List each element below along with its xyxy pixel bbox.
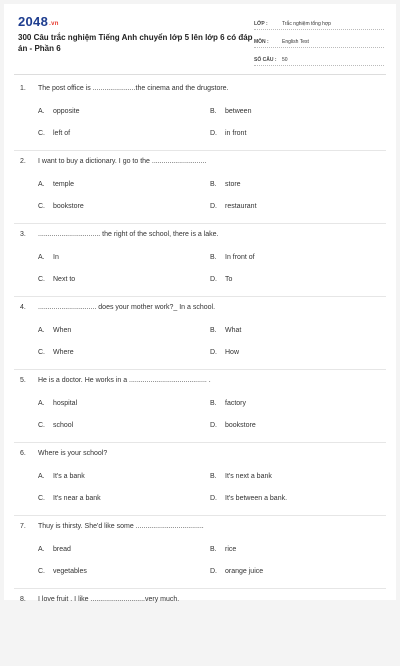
answer-row <box>38 347 396 358</box>
answer-option[interactable] <box>38 422 210 429</box>
option-letter: C. <box>38 422 45 429</box>
question-item <box>4 228 396 301</box>
question-line <box>4 374 396 386</box>
answer-row <box>38 471 396 482</box>
option-letter: B. <box>210 400 217 407</box>
answer-option[interactable] <box>38 203 210 210</box>
document-title: 300 Câu trắc nghiệm Tiếng Anh chuyển lớp 5 lên lớp 6 có đáp án - Phần 6 <box>18 33 253 53</box>
answer-option[interactable] <box>38 181 210 188</box>
option-letter: A. <box>38 254 45 261</box>
document-page <box>4 4 396 603</box>
question-separator <box>14 442 386 443</box>
question-text: The post office is ......................the cinema and the drugstore. <box>38 84 229 92</box>
option-letter: B. <box>210 254 217 261</box>
option-text: left of <box>53 130 71 137</box>
meta-key: SỐ CÂU : <box>254 57 277 63</box>
question-line <box>4 520 396 532</box>
question-line <box>4 447 396 459</box>
answer-row <box>38 179 396 190</box>
question-number: 7. <box>20 522 26 530</box>
option-text: in front <box>225 130 247 137</box>
question-text: He is a doctor. He works in a ........................................ . <box>38 376 211 384</box>
question-line <box>4 82 396 94</box>
option-text: bookstore <box>225 422 256 429</box>
question-separator <box>14 150 386 151</box>
option-text: In front of <box>225 254 255 261</box>
answer-option[interactable] <box>38 495 210 502</box>
option-text: factory <box>225 400 247 407</box>
option-letter: C. <box>38 568 45 575</box>
meta-value: Trắc nghiệm tổng hợp <box>282 21 331 27</box>
answer-option[interactable] <box>210 130 382 137</box>
answer-option[interactable] <box>210 400 382 407</box>
question-number: 2. <box>20 157 26 165</box>
option-letter: D. <box>210 276 217 283</box>
question-number: 8. <box>20 595 26 603</box>
question-number: 6. <box>20 449 26 457</box>
question-text: I love fruit . I like ............................very much. <box>38 595 180 603</box>
option-letter: A. <box>38 400 45 407</box>
answer-options <box>4 179 396 212</box>
answer-row <box>38 252 396 263</box>
question-text: I want to buy a dictionary. I go to the ............................ <box>38 157 207 165</box>
option-letter: D. <box>210 422 217 429</box>
option-letter: D. <box>210 349 217 356</box>
option-letter: C. <box>38 276 45 283</box>
option-text: Next to <box>53 276 76 283</box>
question-separator <box>14 588 386 589</box>
answer-row <box>38 566 396 577</box>
question-text: ................................ the right of the school, there is a lake. <box>38 230 219 238</box>
option-letter: C. <box>38 495 45 502</box>
option-letter: D. <box>210 130 217 137</box>
question-number: 1. <box>20 84 26 92</box>
answer-options <box>4 544 396 577</box>
answer-row <box>38 544 396 555</box>
answer-row <box>38 128 396 139</box>
question-item <box>4 301 396 374</box>
option-letter: A. <box>38 473 45 480</box>
option-letter: D. <box>210 568 217 575</box>
answer-option[interactable] <box>210 276 382 283</box>
question-separator <box>14 515 386 516</box>
answer-option[interactable] <box>38 546 210 553</box>
question-item <box>4 447 396 520</box>
document-meta <box>254 16 384 70</box>
answer-options <box>4 252 396 285</box>
option-text: opposite <box>53 108 80 115</box>
answer-options <box>4 398 396 431</box>
question-text: Thuy is thirsty. She'd like some ................................... <box>38 522 204 530</box>
question-item <box>4 155 396 228</box>
question-item <box>4 520 396 593</box>
meta-row-subject <box>254 34 384 48</box>
meta-key: MÔN : <box>254 39 269 45</box>
option-letter: A. <box>38 181 45 188</box>
logo-text: 2048 <box>18 14 49 29</box>
answer-row <box>38 274 396 285</box>
answer-row <box>38 493 396 504</box>
option-letter: B. <box>210 181 217 188</box>
answer-option[interactable] <box>210 254 382 261</box>
option-text: It's next a bank <box>225 473 272 480</box>
meta-row-class <box>254 16 384 30</box>
answer-option[interactable] <box>210 181 382 188</box>
option-letter: C. <box>38 203 45 210</box>
option-letter: A. <box>38 546 45 553</box>
answer-option[interactable] <box>38 276 210 283</box>
answer-row <box>38 398 396 409</box>
answer-option[interactable] <box>210 568 382 575</box>
option-text: Where <box>53 349 74 356</box>
answer-option[interactable] <box>38 568 210 575</box>
option-text: When <box>53 327 72 334</box>
answer-options <box>4 471 396 504</box>
header-divider <box>14 74 386 75</box>
option-text: To <box>225 276 233 283</box>
option-text: What <box>225 327 242 334</box>
option-text: school <box>53 422 74 429</box>
answer-row <box>38 201 396 212</box>
option-letter: B. <box>210 327 217 334</box>
option-letter: B. <box>210 546 217 553</box>
answer-option[interactable] <box>38 327 210 334</box>
question-number: 4. <box>20 303 26 311</box>
answer-option[interactable] <box>38 400 210 407</box>
answer-option[interactable] <box>38 108 210 115</box>
question-item <box>4 82 396 155</box>
option-text: temple <box>53 181 75 188</box>
option-text: It's a bank <box>53 473 85 480</box>
meta-key: LỚP : <box>254 21 268 27</box>
option-letter: D. <box>210 203 217 210</box>
question-separator <box>14 223 386 224</box>
option-text: between <box>225 108 252 115</box>
option-letter: B. <box>210 473 217 480</box>
question-separator <box>14 369 386 370</box>
answer-option[interactable] <box>210 327 382 334</box>
answer-option[interactable] <box>38 473 210 480</box>
option-text: hospital <box>53 400 78 407</box>
answer-option[interactable] <box>38 130 210 137</box>
option-text: store <box>225 181 241 188</box>
answer-option[interactable] <box>210 495 382 502</box>
answer-options <box>4 106 396 139</box>
question-line <box>4 593 396 605</box>
answer-row <box>38 325 396 336</box>
answer-row <box>38 420 396 431</box>
answer-option[interactable] <box>210 473 382 480</box>
question-number: 5. <box>20 376 26 384</box>
question-line <box>4 228 396 240</box>
option-text: restaurant <box>225 203 257 210</box>
option-text: bread <box>53 546 71 553</box>
option-letter: B. <box>210 108 217 115</box>
option-text: vegetables <box>53 568 87 575</box>
answer-option[interactable] <box>210 349 382 356</box>
option-text: orange juice <box>225 568 264 575</box>
site-logo[interactable] <box>18 14 59 29</box>
question-text: .............................. does your mother work?_ In a school. <box>38 303 216 311</box>
question-item <box>4 593 396 666</box>
question-text: Where is your school? <box>38 449 108 457</box>
answer-option[interactable] <box>38 254 210 261</box>
logo-suffix: .vn <box>49 21 59 27</box>
option-text: rice <box>225 546 237 553</box>
answer-options <box>4 325 396 358</box>
answer-option[interactable] <box>210 422 382 429</box>
meta-value: 50 <box>282 57 288 63</box>
answer-option[interactable] <box>210 203 382 210</box>
meta-row-count <box>254 52 384 66</box>
question-item <box>4 374 396 447</box>
option-text: It's near a bank <box>53 495 101 502</box>
option-letter: A. <box>38 327 45 334</box>
question-separator <box>14 296 386 297</box>
option-text: In <box>53 254 59 261</box>
option-text: How <box>225 349 240 356</box>
question-number: 3. <box>20 230 26 238</box>
answer-option[interactable] <box>210 546 382 553</box>
document-header <box>4 4 396 70</box>
option-letter: C. <box>38 130 45 137</box>
answer-row <box>38 106 396 117</box>
option-letter: A. <box>38 108 45 115</box>
option-text: It's between a bank. <box>225 495 288 502</box>
answer-option[interactable] <box>38 349 210 356</box>
option-text: bookstore <box>53 203 84 210</box>
option-letter: C. <box>38 349 45 356</box>
meta-value: English Test <box>282 39 309 45</box>
question-list <box>4 82 396 666</box>
option-letter: D. <box>210 495 217 502</box>
answer-option[interactable] <box>210 108 382 115</box>
question-line <box>4 155 396 167</box>
question-line <box>4 301 396 313</box>
